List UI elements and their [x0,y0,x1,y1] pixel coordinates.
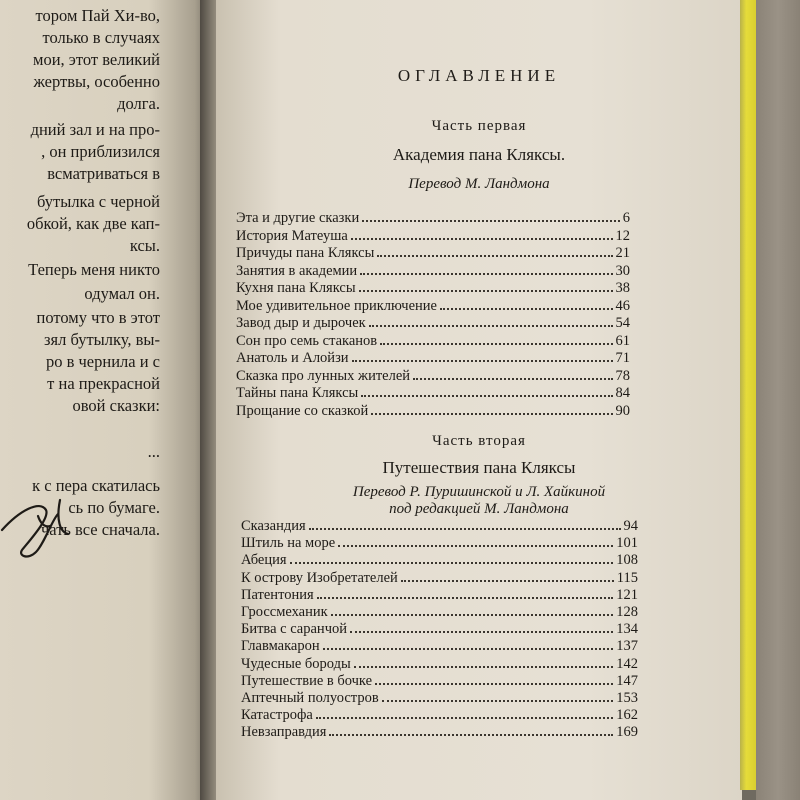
left-page-line: бутылка с черной [37,192,160,211]
toc-entry-page: 142 [616,655,638,672]
toc-entry-title: Катастрофа [241,707,313,724]
toc-dot-leader [371,404,612,415]
toc-entry-title: Кухня пана Кляксы [236,280,356,296]
toc-entry-title: Сон про семь стаканов [236,332,378,349]
left-page-line: т на прекрасной [47,374,160,393]
toc-entry [236,263,630,281]
toc-entry-page: 101 [616,535,638,552]
toc-entry [241,587,638,604]
toc-entry [236,385,630,403]
toc-entry-title: Невзаправдия [241,724,327,741]
toc-entry [236,403,630,421]
toc-entry-page: 108 [616,552,638,569]
left-page-line: ксы. [129,236,160,255]
toc-entry [236,245,630,263]
toc-entry [241,604,638,621]
toc-dot-leader [290,554,614,565]
left-page-line: мои, этот великий [33,50,160,69]
toc-entry [236,298,630,316]
toc-entry [241,690,638,707]
toc-entry-title: Анатоль и Алойзи [236,350,349,366]
toc-entry-page: 153 [616,689,638,706]
toc-entry [236,210,630,228]
yellow-cover-edge [740,0,756,790]
toc-dot-leader [401,571,614,582]
toc-entry-title: История Матеуша [236,227,348,244]
toc-dot-leader [360,264,612,275]
part1-title: Академия пана Кляксы. [392,145,566,164]
toc-entry-page: 169 [616,724,638,741]
toc-dot-leader [377,246,612,257]
toc-dot-leader [352,351,613,362]
toc-entry-title: К острову Изобретателей [241,569,398,586]
toc-entry [241,518,638,535]
toc-entry-page: 121 [616,586,638,603]
left-page-line: долга. [117,94,160,113]
toc-entry [236,228,630,246]
part2-label: Часть вторая [432,433,526,449]
left-page-line: Теперь меня никто [28,260,160,279]
left-page-line: к с пера скатилась [32,476,160,495]
toc-entry [236,280,630,298]
toc-entry [241,724,638,741]
toc-dot-leader [309,519,621,530]
toc-entry [241,707,638,724]
toc-entry-title: Битва с саранчой [241,621,347,638]
toc-entry-page: 115 [616,569,638,586]
toc-dot-leader [359,281,613,292]
toc-entry [241,673,638,690]
toc-part1-list [236,210,630,420]
toc-entry-title: Тайны пана Кляксы [236,385,359,401]
toc-dot-leader [362,211,620,222]
toc-entry [241,535,638,552]
part1-translator: Перевод М. Ландмона [408,176,550,192]
toc-entry-title: Чудесные бороды [241,655,351,672]
left-page-line: потому что в этот [36,308,160,327]
toc-dot-leader [375,674,613,685]
toc-entry-page: 90 [615,402,630,419]
toc-entry-title: Мое удивительное приключение [236,297,437,314]
toc-dot-leader [369,316,613,327]
part2-translator-line2: под редакцией М. Ландмона [389,501,569,517]
toc-entry [236,315,630,333]
left-page-line: сь по бумаге. [68,498,160,517]
toc-entry [241,570,638,587]
toc-entry-page: 78 [615,367,630,384]
left-page-line: одумал он. [84,284,160,303]
toc-entry-title: Гроссмеханик [241,603,328,620]
toc-entry [236,350,630,368]
toc-entry [236,368,630,386]
toc-entry-title: Путешествие в бочке [241,672,373,689]
toc-dot-leader [331,605,614,616]
toc-entry-title: Сказандия [241,518,306,534]
toc-entry-title: Абеция [241,552,287,569]
toc-entry-page: 54 [615,315,630,331]
toc-entry [236,333,630,351]
toc-entry-page: 134 [616,621,638,638]
toc-dot-leader [316,708,613,719]
toc-entry-title: Занятия в академии [236,262,358,279]
left-page-line: обкой, как две кап- [26,214,160,233]
toc-entry [241,552,638,569]
toc-dot-leader [380,334,612,345]
left-page-line: тором Пай Хи-во, [35,6,160,25]
left-page-line: жертвы, особенно [33,72,160,91]
toc-entry-page: 38 [615,280,630,296]
left-page-line: , он приблизился [41,142,160,161]
signature-scribble [0,470,80,600]
toc-dot-leader [413,369,612,380]
toc-entry-title: Штиль на море [241,535,336,552]
toc-entry-title: Патентония [241,586,314,603]
wood-surface [756,0,800,800]
part1-label: Часть первая [431,118,527,134]
toc-heading: ОГЛАВЛЕНИЕ [397,66,561,85]
toc-entry-title: Завод дыр и дырочек [236,315,366,331]
toc-dot-leader [323,640,614,651]
toc-dot-leader [350,622,613,633]
toc-entry [241,621,638,638]
toc-entry-page: 162 [616,707,638,724]
toc-entry [241,638,638,655]
left-page-line: ро в чернила и с [45,352,160,371]
left-page-line: чать все сначала. [41,520,160,539]
toc-entry-page: 12 [615,227,630,244]
toc-entry-page: 30 [615,262,630,279]
toc-dot-leader [317,588,614,599]
toc-dot-leader [382,691,614,702]
toc-entry-page: 128 [616,603,638,620]
left-page-line: зял бутылку, вы- [43,330,160,349]
toc-dot-leader [351,229,613,240]
toc-entry-title: Причуды пана Кляксы [236,245,375,261]
part2-title: Путешествия пана Кляксы [382,458,576,477]
left-page-line: овой сказки: [72,396,160,415]
left-page-line: всматриваться в [47,164,160,183]
toc-entry-page: 137 [616,638,638,655]
toc-entry-page: 147 [616,672,638,689]
toc-part2-list [241,518,638,741]
toc-entry-title: Эта и другие сказки [236,210,360,226]
toc-dot-leader [440,299,613,310]
toc-entry-title: Прощание со сказкой [236,402,369,419]
toc-dot-leader [361,386,612,397]
left-page-line: ... [147,442,160,461]
toc-entry-page: 6 [622,210,630,226]
toc-entry-page: 21 [615,245,630,261]
toc-entry-page: 46 [615,297,630,314]
left-page-line: дний зал и на про- [30,120,160,139]
toc-entry-page: 84 [615,385,630,401]
toc-dot-leader [338,537,613,548]
toc-entry-page: 94 [623,518,638,534]
toc-entry-title: Аптечный полуостров [241,689,379,706]
left-page-line: только в случаях [42,28,160,47]
toc-entry-title: Главмакарон [241,638,320,655]
toc-entry-page: 71 [615,350,630,366]
toc-dot-leader [354,657,613,668]
toc-dot-leader [329,726,613,737]
left-page [0,0,212,800]
toc-entry-title: Сказка про лунных жителей [236,367,411,384]
part2-translator-line1: Перевод Р. Пуришинской и Л. Хайкиной [352,484,606,500]
toc-entry [241,656,638,673]
toc-entry-page: 61 [615,332,630,349]
